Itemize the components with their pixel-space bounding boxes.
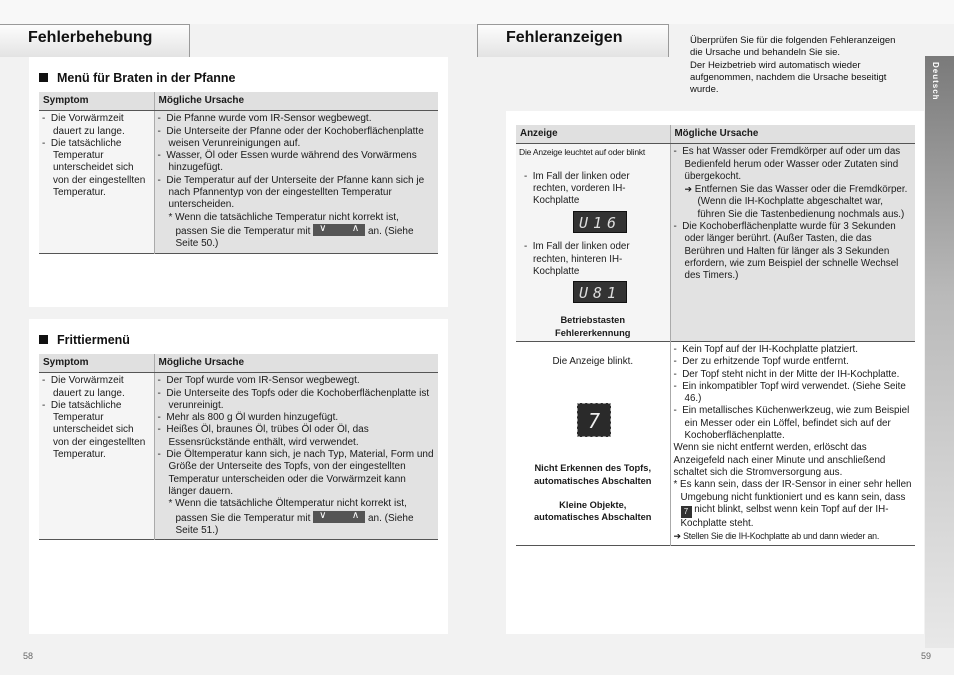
blinking-display-icon: 7 bbox=[577, 403, 611, 437]
top-band bbox=[477, 0, 954, 24]
cause-cell: - Die Pfanne wurde vom IR-Sensor wegbewegt. - Die Unterseite der Pfanne oder der Kochoberflächenplatte weisen Verunreinigungen auf. - Wasser, Öl oder Essen wurde während des Vorwärmens hinzugefügt. - Die Temperatur auf der Unterseite der Pfanne kann sich je nach Pfannentyp von der eingestellten Temperatur unterscheiden. * Wenn die tatsächliche Temperatur nicht korrekt ist, passen Sie die Temperatur mit ∨ ∧ an. (Siehe Seite 50.) bbox=[154, 111, 438, 253]
error-code-display: U16 bbox=[573, 211, 627, 233]
bullet-square-icon bbox=[39, 335, 48, 344]
display-cell: Die Anzeige blinkt. 7 Nicht Erkennen des Topfs, automatisches Abschalten Kleine Objekte, automatisches Abschalten bbox=[516, 341, 670, 545]
cause-cell: - Kein Topf auf der IH-Kochplatte platziert. - Der zu erhitzende Topf wurde entfernt. - Der Topf steht nicht in der Mitte der IH-Kochplatte. - Ein inkompatibler Topf wird verwendet. (Siehe Seite 46.) - Ein metallisches Küchenwerkzeug, wie zum Beispiel ein Messer oder ein Löffel, befindet sich auf der Kochoberflächenplatte. Wenn sie nicht entfernt werden, erlöscht das Anzeigefeld nach einer Minute und anschließend schaltet sich die Stromversorgung aus. * Es kann sein, dass der IR-Sensor in einer sehr hellen Umgebung nicht funktioniert und es kann sein, dass 7 nicht blinkt, selbst wenn kein Topf auf der IH-Kochplatte steht. ➔ Stellen Sie die IH-Kochplatte ab und dann wieder an. bbox=[670, 341, 915, 545]
section-heading-deep-frying: Frittiermenü bbox=[39, 333, 130, 347]
temperature-buttons-icon: ∨ ∧ bbox=[313, 224, 365, 236]
display-seven-icon: 7 bbox=[681, 506, 692, 518]
intro-text: Überprüfen Sie für die folgenden Fehleranzeigen die Ursache und behandeln Sie sie. Der Heizbetrieb wird automatisch wieder aufgenommen, nachdem die Ursache beseitigt wurde. bbox=[690, 35, 896, 96]
note: * Wenn die tatsächliche Öltemperatur nicht korrekt ist, passen Sie die Temperatur mit ∨ ∧ an. (Siehe Seite 51.) bbox=[168, 498, 414, 536]
error-code-display: U81 bbox=[573, 281, 627, 303]
arrow-right-icon: ➔ bbox=[684, 184, 693, 195]
col-display: Anzeige bbox=[516, 125, 670, 144]
table-errors bbox=[516, 125, 915, 546]
col-symptom: Symptom bbox=[39, 354, 154, 373]
display-cell: Die Anzeige leuchtet auf oder blinkt - Im Fall der linken oder rechten, vorderen IH-Kochplatte U16 - Im Fall der linken oder rechten, hinteren IH-Kochplatte U81 Betriebstasten Fehlererkennung bbox=[516, 144, 670, 342]
note: * Wenn die tatsächliche Temperatur nicht korrekt ist, passen Sie die Temperatur mit ∨ ∧ an. (Siehe Seite 50.) bbox=[168, 211, 414, 250]
language-side-tab: Deutsch bbox=[925, 56, 954, 648]
table-frying bbox=[39, 92, 438, 254]
page-title: Fehleranzeigen bbox=[506, 29, 623, 46]
arrow-right-icon: ➔ bbox=[673, 531, 681, 542]
col-cause: Mögliche Ursache bbox=[154, 92, 438, 111]
page-number: 59 bbox=[921, 651, 932, 661]
page-title: Fehlerbehebung bbox=[28, 29, 153, 46]
top-band bbox=[0, 0, 477, 24]
bullet-square-icon bbox=[39, 73, 48, 82]
section-heading-frying: Menü für Braten in der Pfanne bbox=[39, 71, 236, 85]
symptom-cell: - Die Vorwärmzeit dauert zu lange. - Die tatsächliche Temperatur unterscheidet sich von der eingestellten Temperatur. bbox=[39, 373, 154, 540]
col-cause: Mögliche Ursache bbox=[670, 125, 915, 144]
symptom-cell: - Die Vorwärmzeit dauert zu lange. - Die tatsächliche Temperatur unterscheidet sich von der eingestellten Temperatur. bbox=[39, 111, 154, 253]
col-cause: Mögliche Ursache bbox=[154, 354, 438, 373]
table-deep-frying bbox=[39, 354, 438, 540]
temperature-buttons-icon: ∨ ∧ bbox=[313, 511, 365, 523]
cause-cell: - Es hat Wasser oder Fremdkörper auf oder um das Bedienfeld herum oder Wasser oder Zutaten sind übergekocht. ➔ Entfernen Sie das Wasser oder die Fremdkörper. (Wenn die IH-Kochplatte abgeschaltet war, führen Sie die Tastenbedienung nochmals aus.) - Die Kochoberflächenplatte wurde für 3 Sekunden oder länger berührt. (Außer Tasten, die das Berühren und Halten für länger als 3 Sekunden erfordern, wie zum Beispiel der schnelle Wechsel des Timers.) bbox=[670, 144, 915, 342]
cause-cell: - Der Topf wurde vom IR-Sensor wegbewegt. - Die Unterseite des Topfs oder die Kochoberflächenplatte ist verunreinigt. - Mehr als 800 g Öl wurden hinzugefügt. - Heißes Öl, braunes Öl, trübes Öl oder Öl, das Essensrückstände enthält, wird verwendet. - Die Öltemperatur kann sich, je nach Typ, Material, Form und Größe der Unterseite des Topfs, von der eingestellten Temperatur unterscheiden oder die Vorwärmzeit kann länger dauern. * Wenn die tatsächliche Öltemperatur nicht korrekt ist, passen Sie die Temperatur mit ∨ ∧ an. (Siehe Seite 51.) bbox=[154, 373, 438, 540]
page-number: 58 bbox=[23, 651, 34, 661]
col-symptom: Symptom bbox=[39, 92, 154, 111]
